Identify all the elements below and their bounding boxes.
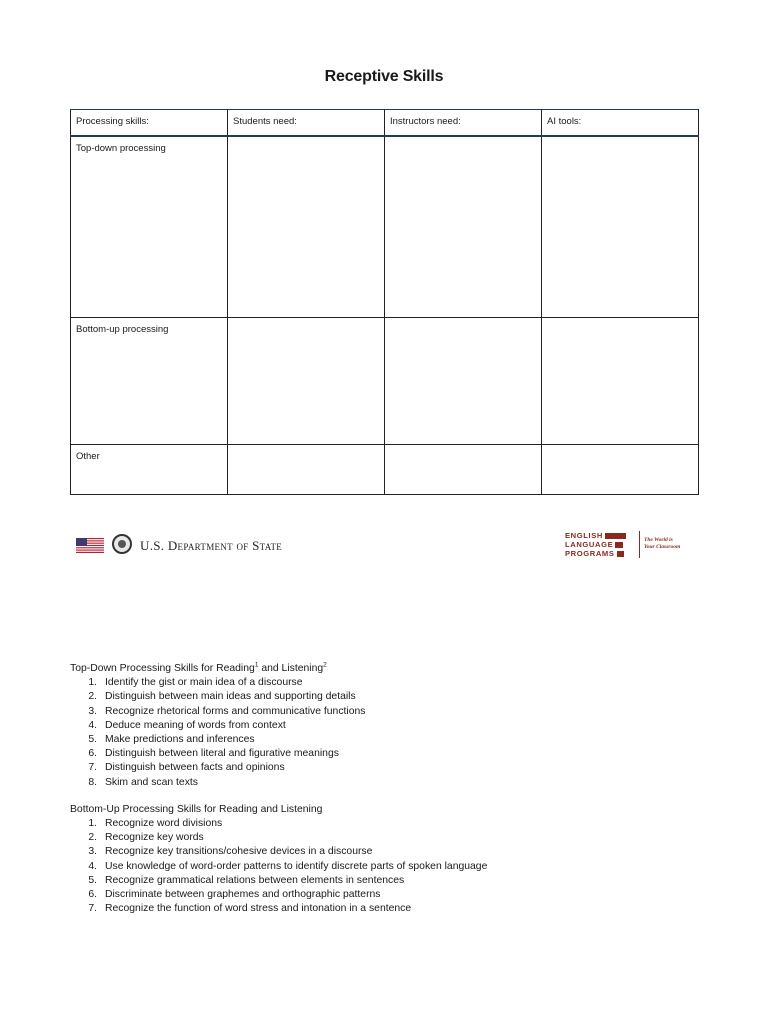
list-number: 7. [88, 762, 97, 774]
list-item [70, 747, 730, 761]
list-item-text: Recognize rhetorical forms and communicative functions [105, 705, 366, 717]
state-department-logo [76, 533, 306, 559]
list-number: 8. [88, 776, 97, 788]
list-number: 2. [88, 691, 97, 703]
list-number: 6. [88, 748, 97, 760]
list-number: 3. [88, 705, 97, 717]
list-number: 4. [88, 719, 97, 731]
list-item [70, 860, 730, 874]
list-item [70, 705, 730, 719]
cell-students-need[interactable] [228, 136, 385, 317]
top-down-list [70, 676, 730, 790]
col-header-instructors-need: Instructors need: [385, 110, 542, 137]
list-item-text: Recognize grammatical relations between elements in sentences [105, 874, 405, 886]
list-item-text: Distinguish between literal and figurative meanings [105, 748, 339, 760]
list-number: 4. [88, 860, 97, 872]
list-item [70, 902, 730, 916]
list-item [70, 845, 730, 859]
top-down-heading: Top-Down Processing Skills for Reading$^1$ and Listening$^2$ [70, 661, 327, 674]
elp-word-english: ENGLISH [565, 531, 603, 540]
english-language-programs-logo [565, 531, 700, 561]
cell-students-need[interactable] [228, 317, 385, 444]
footnote-ref[interactable]: 2 [323, 661, 327, 669]
table-header-row [71, 110, 699, 137]
list-item-text: Use knowledge of word-order patterns to identify discrete parts of spoken language [105, 860, 488, 872]
elp-bar-shape [617, 551, 624, 557]
table-row [71, 444, 699, 494]
list-item-text: Recognize word divisions [105, 818, 223, 830]
cell-students-need[interactable] [228, 444, 385, 494]
col-header-ai-tools: AI tools: [542, 110, 699, 137]
col-header-processing-skills: Processing skills: [71, 110, 228, 137]
list-number: 1. [88, 677, 97, 689]
cell-instructors-need[interactable] [385, 136, 542, 317]
bottom-up-heading: Bottom-Up Processing Skills for Reading and Listening [70, 803, 323, 815]
table-row [71, 317, 699, 444]
list-number: 5. [88, 734, 97, 746]
list-number: 1. [88, 818, 97, 830]
list-item [70, 690, 730, 704]
skills-table [70, 109, 699, 495]
row-label-other: Other [71, 444, 228, 494]
elp-bar-shape [615, 542, 623, 548]
list-item [70, 817, 730, 831]
list-item-text: Recognize key transitions/cohesive devices in a discourse [105, 846, 373, 858]
list-item-text: Distinguish between main ideas and supporting details [105, 691, 356, 703]
row-label-top-down: Top-down processing [71, 136, 228, 317]
list-item-text: Discriminate between graphemes and orthographic patterns [105, 889, 381, 901]
list-item [70, 719, 730, 733]
cell-ai-tools[interactable] [542, 317, 699, 444]
list-item [70, 761, 730, 775]
page-title: Receptive Skills [324, 68, 444, 85]
list-number: 6. [88, 889, 97, 901]
list-item-text: Recognize key words [105, 832, 204, 844]
footnote-ref[interactable]: 1 [254, 661, 259, 669]
list-item-text: Skim and scan texts [105, 776, 198, 788]
elp-bar-shape [605, 533, 626, 539]
list-item-text: Make predictions and inferences [105, 734, 255, 746]
list-number: 7. [88, 903, 97, 915]
list-item-text: Identify the gist or main idea of a discourse [105, 677, 303, 689]
list-item [70, 676, 730, 690]
cell-ai-tools[interactable] [542, 444, 699, 494]
cell-ai-tools[interactable] [542, 136, 699, 317]
elp-tagline: The World is Your Classroom [644, 537, 681, 550]
state-department-wordmark: U.S. Department of State [140, 538, 283, 553]
list-item [70, 874, 730, 888]
list-number: 2. [88, 832, 97, 844]
list-item [70, 733, 730, 747]
list-item-text: Deduce meaning of words from context [105, 719, 286, 731]
row-label-bottom-up: Bottom-up processing [71, 317, 228, 444]
list-number: 3. [88, 846, 97, 858]
bottom-up-list [70, 817, 730, 916]
list-item [70, 888, 730, 902]
table-row [71, 136, 699, 317]
col-header-students-need: Students need: [228, 110, 385, 137]
cell-instructors-need[interactable] [385, 444, 542, 494]
elp-word-programs: PROGRAMS [565, 549, 615, 558]
state-seal-icon [112, 534, 132, 554]
skills-notes [70, 662, 730, 929]
elp-divider [639, 531, 640, 558]
list-item [70, 831, 730, 845]
list-item [70, 776, 730, 790]
elp-word-language: LANGUAGE [565, 540, 614, 549]
cell-instructors-need[interactable] [385, 317, 542, 444]
list-item-text: Distinguish between facts and opinions [105, 762, 285, 774]
list-item-text: Recognize the function of word stress and intonation in a sentence [105, 903, 412, 915]
list-number: 5. [88, 874, 97, 886]
us-flag-icon [76, 538, 104, 553]
